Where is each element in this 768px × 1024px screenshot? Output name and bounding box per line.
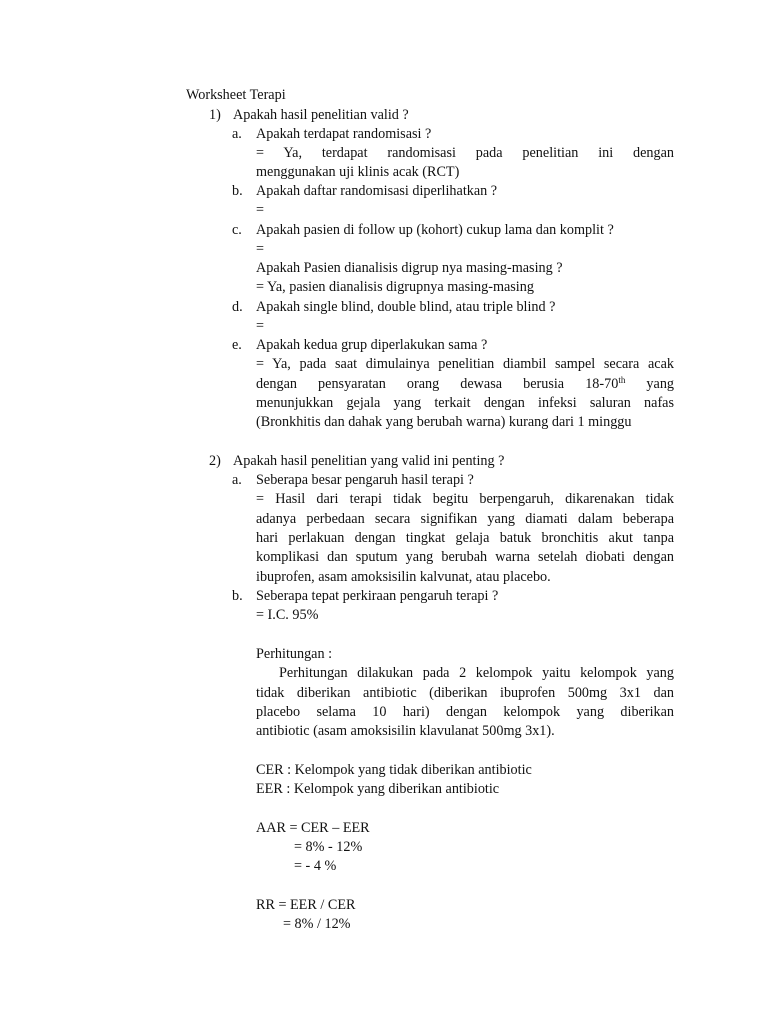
q2b-question: Seberapa tepat perkiraan pengaruh terapi ?	[256, 588, 499, 604]
q1d-question: Apakah single blind, double blind, atau triple blind ?	[256, 299, 556, 315]
q1e-answer-line	[256, 375, 674, 394]
worksheet-title: Worksheet Terapi	[186, 87, 286, 103]
q1e-answer-text: yang	[646, 376, 675, 392]
q1e-answer-line: (Bronkhitis dan dahak yang berubah warna) kurang dari 1 minggu	[256, 414, 632, 430]
q1a-question: Apakah terdapat randomisasi ?	[256, 126, 432, 142]
q2a-letter: a.	[232, 472, 242, 488]
rr-step: = 8% / 12%	[283, 916, 351, 932]
q1e-answer-line: = Ya, pada saat dimulainya penelitian diambil sampel secara acak	[256, 356, 674, 372]
perhitungan-heading: Perhitungan :	[256, 646, 333, 662]
q1a-letter: a.	[232, 126, 242, 142]
q2b-letter: b.	[232, 588, 243, 604]
perhitungan-line: tidak diberikan antibiotic (diberikan ibuprofen 500mg 3x1 dan	[256, 685, 674, 701]
q1-question: Apakah hasil penelitian valid ?	[233, 107, 409, 123]
q1c-letter: c.	[232, 222, 242, 238]
q1a-answer-line: = Ya, terdapat randomisasi pada penelitian ini dengan	[256, 145, 674, 161]
q2a-question: Seberapa besar pengaruh hasil terapi ?	[256, 472, 474, 488]
q1d-answer: =	[256, 318, 265, 334]
q1a-answer-line: menggunakan uji klinis acak (RCT)	[256, 164, 460, 180]
q2a-answer-line: adanya perbedaan secara signifikan yang diamati dalam beberapa	[256, 511, 674, 527]
q1c-question-2: Apakah Pasien dianalisis digrup nya masing-masing ?	[256, 260, 563, 276]
q2-question: Apakah hasil penelitian yang valid ini penting ?	[233, 453, 505, 469]
q2-number: 2)	[209, 453, 221, 469]
q1e-answer-line: menunjukkan gejala yang terkait dengan infeksi saluran nafas	[256, 395, 674, 411]
q1-number: 1)	[209, 107, 221, 123]
eer-definition: EER : Kelompok yang diberikan antibiotic	[256, 781, 500, 797]
q2b-answer: = I.C. 95%	[256, 607, 319, 623]
q1c-answer-2: = Ya, pasien dianalisis digrupnya masing-masing	[256, 279, 534, 295]
aar-step: = 8% - 12%	[294, 839, 363, 855]
q1c-answer: =	[256, 241, 265, 257]
perhitungan-line: antibiotic (asam amoksisilin klavulanat 500mg 3x1).	[256, 723, 555, 739]
q1d-letter: d.	[232, 299, 243, 315]
q1e-question: Apakah kedua grup diperlakukan sama ?	[256, 337, 488, 353]
q1e-answer-text: dengan pensyaratan orang dewasa berusia 18-70	[256, 376, 619, 392]
q1b-letter: b.	[232, 183, 243, 199]
q1b-answer: =	[256, 202, 265, 218]
q1c-question: Apakah pasien di follow up (kohort) cukup lama dan komplit ?	[256, 222, 614, 238]
q2a-answer-line: ibuprofen, asam amoksisilin kalvunat, atau placebo.	[256, 569, 551, 585]
q2a-answer-line: hari perlakuan dengan tingkat gelaja batuk bronchitis akut tanpa	[256, 530, 674, 546]
aar-step: = - 4 %	[294, 858, 337, 874]
q1e-letter: e.	[232, 337, 242, 353]
q2a-answer-line: komplikasi dan sputum yang berubah warna setelah diobati dengan	[256, 549, 674, 565]
rr-formula: RR = EER / CER	[256, 897, 356, 913]
cer-definition: CER : Kelompok yang tidak diberikan antibiotic	[256, 762, 532, 778]
perhitungan-line: placebo selama 10 hari) dengan kelompok yang diberikan	[256, 704, 674, 720]
q2a-answer-line: = Hasil dari terapi tidak begitu berpengaruh, dikarenakan tidak	[256, 491, 674, 507]
q1e-answer-superscript: th	[618, 375, 626, 385]
q1b-question: Apakah daftar randomisasi diperlihatkan ?	[256, 183, 498, 199]
aar-formula: AAR = CER – EER	[256, 820, 370, 836]
perhitungan-line: Perhitungan dilakukan pada 2 kelompok yaitu kelompok yang	[279, 665, 674, 681]
